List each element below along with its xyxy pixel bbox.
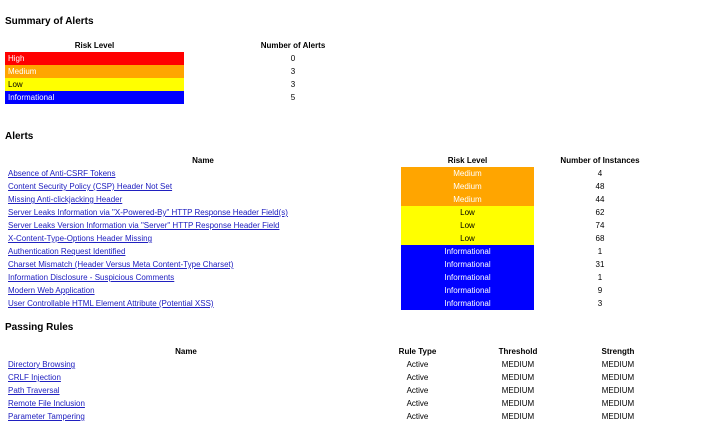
passing-rule-name-cell xyxy=(5,397,367,410)
passing-rule-link[interactable]: Remote File Inclusion xyxy=(8,399,85,408)
passing-rule-link[interactable]: Path Traversal xyxy=(8,386,60,395)
passing-rule-strength: MEDIUM xyxy=(601,386,635,395)
alert-link[interactable]: Absence of Anti-CSRF Tokens xyxy=(8,169,116,178)
alert-risk-level: Medium xyxy=(401,180,534,193)
passing-rule-threshold: MEDIUM xyxy=(501,386,535,395)
summary-title: Summary of Alerts xyxy=(5,16,94,27)
alert-row xyxy=(5,180,666,193)
summary-row xyxy=(5,78,402,91)
alert-link[interactable]: Server Leaks Information via "X-Powered-By" HTTP Response Header Field(s) xyxy=(8,208,288,217)
passing-rule-row xyxy=(5,410,668,423)
alert-link[interactable]: Authentication Request Identified xyxy=(8,247,126,256)
passing-rule-row xyxy=(5,371,668,384)
passing-rule-row xyxy=(5,384,668,397)
alert-link[interactable]: Server Leaks Version Information via "Server" HTTP Response Header Field xyxy=(8,221,280,230)
alert-instance-count: 1 xyxy=(597,247,603,256)
passing-rule-link[interactable]: Directory Browsing xyxy=(8,360,76,369)
passing-rule-link[interactable]: Parameter Tampering xyxy=(8,412,85,421)
alert-instance-count: 74 xyxy=(595,221,605,230)
alert-link[interactable]: X-Content-Type-Options Header Missing xyxy=(8,234,153,243)
alert-row xyxy=(5,193,666,206)
summary-row xyxy=(5,91,402,104)
passing-rule-link[interactable]: CRLF Injection xyxy=(8,373,61,382)
alert-risk-level: Informational xyxy=(401,297,534,310)
alert-instance-count: 9 xyxy=(597,286,603,295)
summary-risk-level: Medium xyxy=(5,65,184,78)
alert-instance-count: 3 xyxy=(597,299,603,308)
alert-risk-level: Low xyxy=(401,219,534,232)
alert-row xyxy=(5,271,666,284)
alert-link[interactable]: Information Disclosure - Suspicious Comments xyxy=(8,273,175,282)
summary-risk-level: Informational xyxy=(5,91,184,104)
passing-rule-name-cell xyxy=(5,358,367,371)
alerts-header-instances: Number of Instances xyxy=(560,156,640,165)
passing-rule-type: Active xyxy=(406,373,429,382)
alert-instance-count: 44 xyxy=(595,195,605,204)
passing-title: Passing Rules xyxy=(5,322,74,333)
alert-name-cell xyxy=(5,245,401,258)
passing-rule-strength: MEDIUM xyxy=(601,412,635,421)
alert-link[interactable]: Content Security Policy (CSP) Header Not Set xyxy=(8,182,173,191)
passing-rule-row xyxy=(5,358,668,371)
alert-row xyxy=(5,297,666,310)
passing-header-type: Rule Type xyxy=(398,347,437,356)
summary-header-risk: Risk Level xyxy=(74,41,115,50)
passing-rule-type: Active xyxy=(406,399,429,408)
alert-row xyxy=(5,258,666,271)
summary-alert-count: 5 xyxy=(290,93,296,102)
alert-name-cell xyxy=(5,193,401,206)
passing-rule-threshold: MEDIUM xyxy=(501,412,535,421)
alert-link[interactable]: Modern Web Application xyxy=(8,286,95,295)
alert-row xyxy=(5,167,666,180)
passing-rule-row xyxy=(5,397,668,410)
alert-risk-level: Low xyxy=(401,232,534,245)
alert-risk-level: Low xyxy=(401,206,534,219)
alert-row xyxy=(5,284,666,297)
alert-link[interactable]: User Controllable HTML Element Attribute (Potential XSS) xyxy=(8,299,214,308)
alert-link[interactable]: Charset Mismatch (Header Versus Meta Content-Type Charset) xyxy=(8,260,234,269)
summary-risk-level: High xyxy=(5,52,184,65)
alert-instance-count: 48 xyxy=(595,182,605,191)
alert-risk-level: Informational xyxy=(401,245,534,258)
alerts-title: Alerts xyxy=(5,131,34,142)
alert-name-cell xyxy=(5,180,401,193)
passing-rule-name-cell xyxy=(5,371,367,384)
passing-header-name: Name xyxy=(175,347,197,356)
passing-rule-type: Active xyxy=(406,412,429,421)
alert-risk-level: Medium xyxy=(401,193,534,206)
alert-row xyxy=(5,232,666,245)
passing-header-strength: Strength xyxy=(601,347,635,356)
passing-rule-strength: MEDIUM xyxy=(601,399,635,408)
passing-rule-threshold: MEDIUM xyxy=(501,399,535,408)
summary-table xyxy=(5,39,402,104)
alert-instance-count: 62 xyxy=(595,208,605,217)
passing-rule-strength: MEDIUM xyxy=(601,360,635,369)
alerts-table xyxy=(5,154,666,310)
summary-alert-count: 3 xyxy=(290,67,296,76)
alert-name-cell xyxy=(5,271,401,284)
alert-name-cell xyxy=(5,206,401,219)
alert-risk-level: Informational xyxy=(401,258,534,271)
passing-rule-type: Active xyxy=(406,360,429,369)
passing-rule-strength: MEDIUM xyxy=(601,373,635,382)
passing-rule-name-cell xyxy=(5,384,367,397)
alert-instance-count: 4 xyxy=(597,169,603,178)
alert-instance-count: 31 xyxy=(595,260,605,269)
alert-row xyxy=(5,206,666,219)
summary-row xyxy=(5,65,402,78)
passing-rule-threshold: MEDIUM xyxy=(501,373,535,382)
alerts-header-risk: Risk Level xyxy=(447,156,488,165)
alert-row xyxy=(5,219,666,232)
passing-rule-threshold: MEDIUM xyxy=(501,360,535,369)
alert-instance-count: 1 xyxy=(597,273,603,282)
alert-name-cell xyxy=(5,284,401,297)
alert-link[interactable]: Missing Anti-clickjacking Header xyxy=(8,195,123,204)
alert-name-cell xyxy=(5,258,401,271)
passing-table xyxy=(5,345,668,423)
passing-rule-name-cell xyxy=(5,410,367,423)
summary-header-count: Number of Alerts xyxy=(260,41,326,50)
alert-risk-level: Medium xyxy=(401,167,534,180)
alert-risk-level: Informational xyxy=(401,284,534,297)
alert-name-cell xyxy=(5,219,401,232)
summary-alert-count: 0 xyxy=(290,54,296,63)
alert-risk-level: Informational xyxy=(401,271,534,284)
alert-name-cell xyxy=(5,297,401,310)
alerts-header-name: Name xyxy=(192,156,214,165)
passing-rule-type: Active xyxy=(406,386,429,395)
alert-name-cell xyxy=(5,232,401,245)
summary-alert-count: 3 xyxy=(290,80,296,89)
summary-risk-level: Low xyxy=(5,78,184,91)
alert-instance-count: 68 xyxy=(595,234,605,243)
summary-row xyxy=(5,52,402,65)
passing-header-threshold: Threshold xyxy=(498,347,538,356)
alert-row xyxy=(5,245,666,258)
alert-name-cell xyxy=(5,167,401,180)
